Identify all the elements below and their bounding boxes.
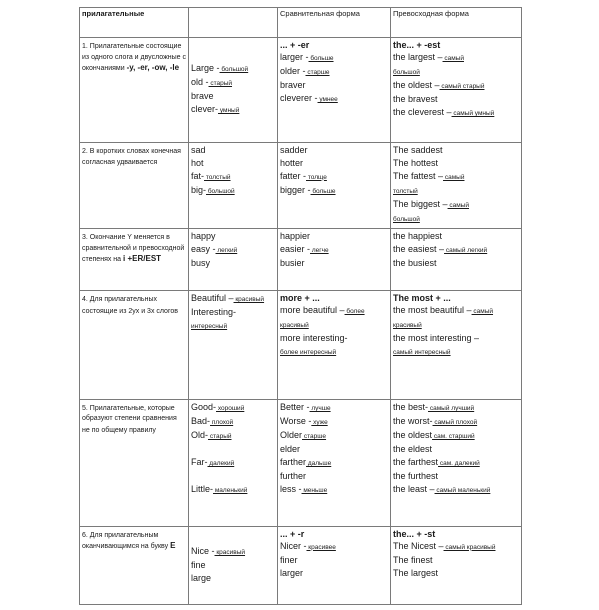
word-line xyxy=(280,470,388,483)
word-line xyxy=(191,292,275,306)
examples-cell xyxy=(189,38,278,143)
english-word: the easiest – xyxy=(393,244,445,255)
russian-translation: старше xyxy=(302,432,327,440)
russian-translation: лучше xyxy=(309,404,331,412)
russian-translation: самый xyxy=(471,308,494,316)
word-line xyxy=(393,157,519,170)
russian-translation: самый легкий xyxy=(444,247,488,255)
superlative-cell xyxy=(391,142,522,228)
english-word: the best- xyxy=(393,401,429,412)
russian-translation: красивее xyxy=(306,543,336,551)
word-line xyxy=(191,483,275,497)
superlative-cell xyxy=(391,229,522,291)
word-line xyxy=(191,103,275,117)
comparative-cell xyxy=(278,38,391,143)
english-word: Beautiful – xyxy=(191,293,234,304)
word-line xyxy=(280,540,388,554)
english-word: Worse - xyxy=(280,415,312,426)
english-word: the most interesting – xyxy=(393,333,480,344)
word-line xyxy=(280,144,388,157)
comparative-cell xyxy=(278,229,391,291)
english-word: busy xyxy=(191,258,211,269)
comparative-cell xyxy=(278,399,391,526)
english-word: big- xyxy=(191,184,207,195)
comparative-pattern: ... + -er xyxy=(280,40,310,51)
russian-translation: толстый xyxy=(393,187,418,195)
english-word: the eldest xyxy=(393,443,433,454)
word-line xyxy=(393,345,519,359)
russian-translation: толще xyxy=(306,173,327,181)
word-line xyxy=(393,401,519,415)
examples-cell xyxy=(189,142,278,228)
word-line xyxy=(191,319,275,333)
russian-translation: сам. старший xyxy=(432,432,475,440)
table-row xyxy=(80,229,522,291)
word-line xyxy=(191,157,275,170)
word-line xyxy=(191,76,275,90)
superlative-pattern: the... + -est xyxy=(393,40,441,51)
english-word: easier - xyxy=(280,244,311,255)
english-word: older - xyxy=(280,66,306,77)
english-word: the busiest xyxy=(393,258,437,269)
english-word: Little- xyxy=(191,483,214,494)
english-word: The largest xyxy=(393,567,439,578)
word-line xyxy=(191,144,275,157)
russian-translation: самый красивый xyxy=(443,543,496,551)
russian-translation: самый умный xyxy=(451,110,495,118)
russian-translation: далекий xyxy=(207,459,235,467)
word-line xyxy=(191,415,275,429)
comparative-cell xyxy=(278,291,391,400)
english-word: Far- xyxy=(191,456,208,467)
word-line xyxy=(191,443,275,456)
word-line xyxy=(191,90,275,103)
russian-translation: красивый xyxy=(214,549,246,557)
english-word: The hottest xyxy=(393,157,439,168)
english-word: the happiest xyxy=(393,231,443,242)
english-word: the furthest xyxy=(393,470,439,481)
word-line xyxy=(393,170,519,184)
word-line xyxy=(280,456,388,470)
russian-translation: большой xyxy=(206,187,235,195)
russian-translation: интересный xyxy=(191,323,228,331)
superlative-cell xyxy=(391,38,522,143)
english-word: Large - xyxy=(191,63,220,74)
english-word: sad xyxy=(191,144,206,155)
english-word: The biggest – xyxy=(393,198,448,209)
word-line xyxy=(393,318,519,332)
word-line xyxy=(280,401,388,415)
word-line xyxy=(191,257,275,270)
english-word: fatter - xyxy=(280,170,307,181)
word-line xyxy=(280,79,388,92)
english-word: Nicer - xyxy=(280,540,307,551)
word-line xyxy=(280,332,388,345)
word-line xyxy=(280,483,388,497)
english-word: Older xyxy=(280,429,303,440)
word-line xyxy=(191,170,275,184)
russian-translation: самый интересный xyxy=(393,349,451,357)
superlative-cell xyxy=(391,291,522,400)
word-line xyxy=(191,456,275,470)
russian-translation: большой xyxy=(393,69,420,77)
word-line xyxy=(393,65,519,79)
english-word: hotter xyxy=(280,157,304,168)
english-word: larger xyxy=(280,567,304,578)
comparative-pattern: more + ... xyxy=(280,293,320,304)
word-line xyxy=(393,198,519,212)
rule-cell: 2. В коротких словах конечная согласная удваивается xyxy=(80,142,189,228)
english-word: the largest – xyxy=(393,52,443,63)
english-word: the worst- xyxy=(393,415,433,426)
russian-translation: красивый xyxy=(280,322,309,330)
word-line xyxy=(280,567,388,580)
english-word: the most beautiful – xyxy=(393,305,472,316)
comparative-cell xyxy=(278,526,391,604)
word-line xyxy=(280,157,388,170)
word-line xyxy=(393,243,519,257)
word-line xyxy=(280,429,388,443)
english-word: sadder xyxy=(280,144,308,155)
table-header-row xyxy=(80,8,522,38)
english-word: The saddest xyxy=(393,144,443,155)
examples-cell xyxy=(189,526,278,604)
english-word: bigger - xyxy=(280,184,311,195)
word-line xyxy=(393,554,519,567)
english-word: Better - xyxy=(280,401,310,412)
word-line xyxy=(191,572,275,585)
word-line xyxy=(393,429,519,443)
table-row xyxy=(80,399,522,526)
english-word: Bad- xyxy=(191,415,211,426)
russian-translation: старше xyxy=(305,69,330,77)
word-line xyxy=(393,230,519,243)
word-line xyxy=(280,92,388,106)
examples-cell xyxy=(189,229,278,291)
word-line xyxy=(280,318,388,332)
table-row xyxy=(80,38,522,143)
english-word: braver xyxy=(280,80,306,91)
russian-translation: сам. далекий xyxy=(438,459,480,467)
russian-translation: больше xyxy=(308,55,334,63)
russian-translation: большой xyxy=(393,215,420,223)
word-line xyxy=(393,483,519,497)
word-line xyxy=(280,257,388,270)
superlative-cell xyxy=(391,399,522,526)
word-line xyxy=(191,184,275,198)
word-line xyxy=(280,170,388,184)
russian-translation: дальше xyxy=(306,459,332,467)
russian-translation: легкий xyxy=(215,247,238,255)
english-word: The finest xyxy=(393,554,433,565)
word-line xyxy=(393,470,519,483)
english-word: the cleverest – xyxy=(393,107,452,118)
russian-translation: толстый xyxy=(204,173,231,181)
word-line xyxy=(280,230,388,243)
word-line xyxy=(393,443,519,456)
english-word: the oldest xyxy=(393,429,433,440)
word-line xyxy=(393,106,519,120)
comparative-pattern: ... + -r xyxy=(280,528,305,539)
word-line xyxy=(393,567,519,580)
word-line xyxy=(393,540,519,554)
word-line xyxy=(280,65,388,79)
english-word: happier xyxy=(280,231,311,242)
header-comparative: Сравнительная форма xyxy=(278,8,391,38)
header-superlative: Превосходная форма xyxy=(391,8,522,38)
english-word: the least – xyxy=(393,483,435,494)
rule-cell: 4. Для прилагательных состоящие из 2ух и 3х слогов xyxy=(80,291,189,400)
table-row xyxy=(80,291,522,400)
word-line xyxy=(280,304,388,318)
word-line xyxy=(191,230,275,243)
header-adjectives: прилагательные xyxy=(80,8,189,38)
russian-translation: больше xyxy=(310,187,336,195)
english-word: more beautiful – xyxy=(280,305,345,316)
russian-translation: старый xyxy=(208,432,232,440)
word-line xyxy=(393,184,519,198)
rule-cell: 6. Для прилагательным оканчивающимся на букву E xyxy=(80,526,189,604)
word-line xyxy=(280,443,388,456)
word-line xyxy=(191,545,275,559)
english-word: less - xyxy=(280,483,302,494)
russian-translation: самый xyxy=(443,173,465,181)
superlative-pattern: The most + ... xyxy=(393,293,451,304)
english-word: the oldest – xyxy=(393,80,440,91)
word-line xyxy=(280,415,388,429)
comparative-cell xyxy=(278,142,391,228)
english-word: large xyxy=(191,573,212,584)
russian-translation: меньше xyxy=(301,486,328,494)
word-line xyxy=(191,429,275,443)
english-word: clever- xyxy=(191,104,219,115)
word-line xyxy=(393,144,519,157)
examples-cell xyxy=(189,399,278,526)
english-word: cleverer - xyxy=(280,93,318,104)
english-word: fine xyxy=(191,560,206,571)
word-line xyxy=(280,184,388,198)
word-line xyxy=(393,332,519,345)
english-word: brave xyxy=(191,91,214,102)
russian-translation: более интересный xyxy=(280,349,337,357)
header-examples xyxy=(189,8,278,38)
english-word: old - xyxy=(191,77,209,88)
russian-translation: умный xyxy=(218,107,240,115)
russian-translation: более xyxy=(344,308,365,316)
russian-translation: плохой xyxy=(210,418,234,426)
word-line xyxy=(393,79,519,93)
word-line xyxy=(393,93,519,106)
word-line xyxy=(280,243,388,257)
english-word: farther xyxy=(280,456,307,467)
english-word: the bravest xyxy=(393,94,438,105)
word-line xyxy=(280,51,388,65)
english-word: larger - xyxy=(280,52,309,63)
russian-translation: самый плохой xyxy=(432,418,478,426)
adjectives-comparison-table xyxy=(79,7,522,605)
russian-translation: самый лучший xyxy=(428,404,475,412)
english-word: The Nicest – xyxy=(393,540,444,551)
rule-cell: 1. Прилагательные состоящие из одного слога и двусложные с окончаниями -y, -er, -ow, -le xyxy=(80,38,189,143)
russian-translation: самый старый xyxy=(439,83,485,91)
word-line xyxy=(280,345,388,359)
word-line xyxy=(393,51,519,65)
russian-translation: самый xyxy=(447,201,469,209)
word-line xyxy=(393,212,519,226)
word-line xyxy=(191,470,275,483)
english-word: hot xyxy=(191,157,204,168)
russian-translation: легче xyxy=(310,247,329,255)
english-word: fat- xyxy=(191,170,205,181)
russian-translation: красивый xyxy=(233,296,265,304)
word-line xyxy=(191,62,275,76)
word-line xyxy=(191,559,275,572)
word-line xyxy=(393,415,519,429)
english-word: Interesting- xyxy=(191,307,237,318)
english-word: the farthest xyxy=(393,456,439,467)
rule-cell: 5. Прилагательные, которые образуют степени сравнения не по общему правилу xyxy=(80,399,189,526)
russian-translation: хуже xyxy=(311,418,328,426)
word-line xyxy=(393,456,519,470)
superlative-cell xyxy=(391,526,522,604)
word-line xyxy=(191,401,275,415)
english-word: easy - xyxy=(191,244,216,255)
word-line xyxy=(191,306,275,319)
russian-translation: хороший xyxy=(216,404,245,412)
english-word: happy xyxy=(191,231,216,242)
word-line xyxy=(393,304,519,318)
rule-cell: 3. Окончание Y меняется в сравнительной и превосходной степенях на i +ER/EST xyxy=(80,229,189,291)
english-word: further xyxy=(280,470,307,481)
russian-translation: большой xyxy=(219,66,249,74)
word-line xyxy=(191,243,275,257)
english-word: Old- xyxy=(191,429,209,440)
superlative-pattern: the... + -st xyxy=(393,528,436,539)
english-word: Nice - xyxy=(191,546,215,557)
word-line xyxy=(393,257,519,270)
english-word: Good- xyxy=(191,401,217,412)
table-row xyxy=(80,526,522,604)
examples-cell xyxy=(189,291,278,400)
russian-translation: красивый xyxy=(393,322,422,330)
russian-translation: самый маленький xyxy=(434,486,491,494)
english-word: finer xyxy=(280,554,298,565)
english-word: The fattest – xyxy=(393,170,444,181)
russian-translation: самый xyxy=(442,55,464,63)
russian-translation: маленький xyxy=(213,486,248,494)
table-row xyxy=(80,142,522,228)
russian-translation: умнее xyxy=(317,96,338,104)
english-word: elder xyxy=(280,443,301,454)
russian-translation: старый xyxy=(208,80,233,88)
word-line xyxy=(280,554,388,567)
english-word: more interesting- xyxy=(280,333,348,344)
english-word: busier xyxy=(280,258,305,269)
